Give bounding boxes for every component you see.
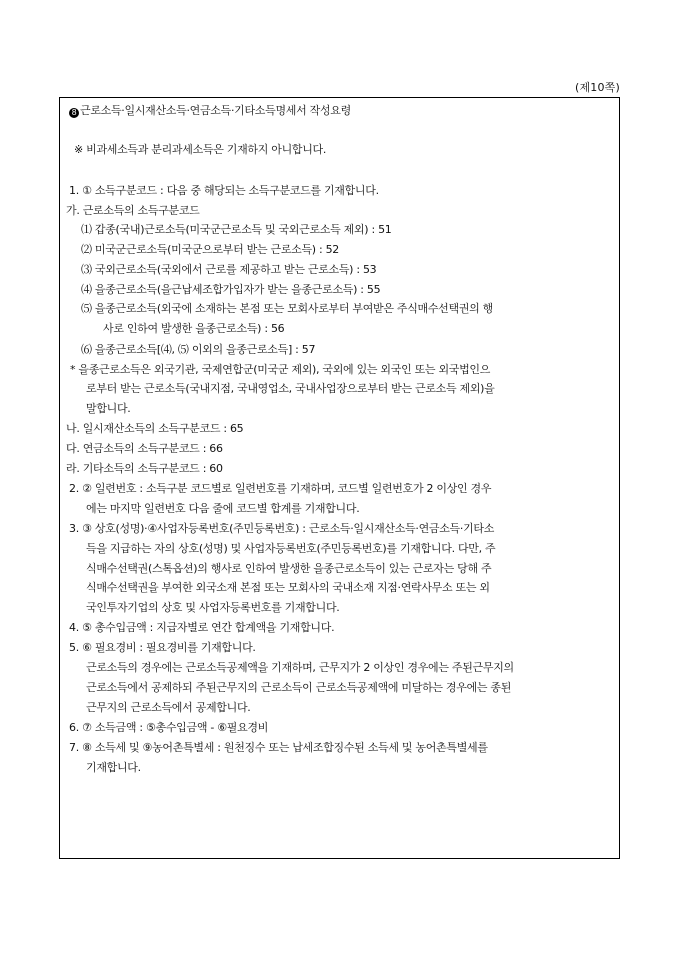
item-3-line1: 3. ③ 상호(성명)·④사업자등록번호(주민등록번호) : 근로소득·일시재산소득·연금소득·기타소	[69, 522, 495, 535]
item-3-line2: 득을 지급하는 자의 상호(성명) 및 사업자등록번호(주민등록번호)를 기재합니다. 다만, 주	[86, 542, 496, 555]
item-5-line3: 근로소득에서 공제하되 주된근무지의 근로소득이 근로소득공제액에 미달하는 경우에는 종된	[86, 681, 512, 694]
item-3-line4: 식매수선택권을 부여한 외국소재 본점 또는 모회사의 국내소재 지점·연락사무소 또는 외	[86, 581, 490, 594]
subitem-ra-code: 라. 기타소득의 소득구분코드 : 60	[66, 462, 223, 475]
subitem-na-code: 나. 일시재산소득의 소득구분코드 : 65	[66, 422, 244, 435]
subitem-da-code: 다. 연금소득의 소득구분코드 : 66	[66, 442, 223, 455]
item-2-line1: 2. ② 일련번호 : 소득구분 코드별로 일련번호를 기재하며, 코드별 일련번호가 2 이상인 경우	[69, 482, 492, 495]
footnote-line1: * 을종근로소득은 외국기관, 국제연합군(미국군 제외), 국외에 있는 외국인 또는 외국법인으	[70, 363, 491, 376]
code-55: ⑷ 을종근로소득(을근납세조합가입자가 받는 을종근로소득) : 55	[81, 283, 381, 296]
item-5-line1: 5. ⑥ 필요경비 : 필요경비를 기재합니다.	[69, 641, 256, 654]
item-4: 4. ⑤ 총수입금액 : 지급자별로 연간 합계액을 기재합니다.	[69, 621, 335, 634]
item-5-line2: 근로소득의 경우에는 근로소득공제액을 기재하며, 근무지가 2 이상인 경우에는 주된근무지의	[86, 661, 514, 674]
section-number-badge: 8	[69, 108, 79, 118]
footnote-line2: 로부터 받는 근로소득(국내지점, 국내영업소, 국내사업장으로부터 받는 근로소득 제외)을	[86, 382, 495, 395]
item-7-line2: 기재합니다.	[86, 761, 141, 774]
footnote-line3: 말합니다.	[86, 402, 131, 415]
item-7-line1: 7. ⑧ 소득세 및 ⑨농어촌특별세 : 원천징수 또는 납세조합징수된 소득세 및 농어촌특별세를	[69, 741, 488, 754]
item-3-line5: 국인투자기업의 상호 및 사업자등록번호를 기재합니다.	[86, 601, 340, 614]
code-57: ⑹ 을종근로소득[⑷, ⑸ 이외의 을종근로소득] : 57	[81, 343, 316, 356]
code-56-line2: 사로 인하여 발생한 을종근로소득) : 56	[103, 322, 285, 335]
item-6: 6. ⑦ 소득금액 : ⑤총수입금액 - ⑥필요경비	[69, 721, 269, 734]
code-56-line1: ⑸ 을종근로소득(외국에 소재하는 본점 또는 모회사로부터 부여받은 주식매수선택권의 행	[81, 302, 493, 315]
page-number: (제10쪽)	[574, 81, 620, 94]
subitem-ga-heading: 가. 근로소득의 소득구분코드	[66, 204, 200, 217]
guide-frame	[59, 97, 620, 859]
code-52: ⑵ 미국군근로소득(미국군으로부터 받는 근로소득) : 52	[81, 243, 339, 256]
code-51: ⑴ 갑종(국내)근로소득(미국군근로소득 및 국외근로소득 제외) : 51	[81, 223, 392, 236]
item-5-line4: 근무지의 근로소득에서 공제합니다.	[86, 701, 251, 714]
section-title-text: 근로소득·일시재산소득·연금소득·기타소득명세서 작성요령	[80, 104, 351, 117]
section-title	[69, 104, 351, 118]
item-3-line3: 식매수선택권(스톡옵션)의 행사로 인하여 발생한 을종근로소득이 있는 근로자는 당해 주	[86, 562, 492, 575]
code-53: ⑶ 국외근로소득(국외에서 근로를 제공하고 받는 근로소득) : 53	[81, 263, 377, 276]
item-2-line2: 에는 마지막 일련번호 다음 줄에 코드별 합계를 기재합니다.	[86, 502, 360, 515]
exclusion-note: ※ 비과세소득과 분리과세소득은 기재하지 아니합니다.	[74, 143, 327, 156]
item-1-income-code: 1. ① 소득구분코드 : 다음 중 해당되는 소득구분코드를 기재합니다.	[69, 184, 379, 197]
